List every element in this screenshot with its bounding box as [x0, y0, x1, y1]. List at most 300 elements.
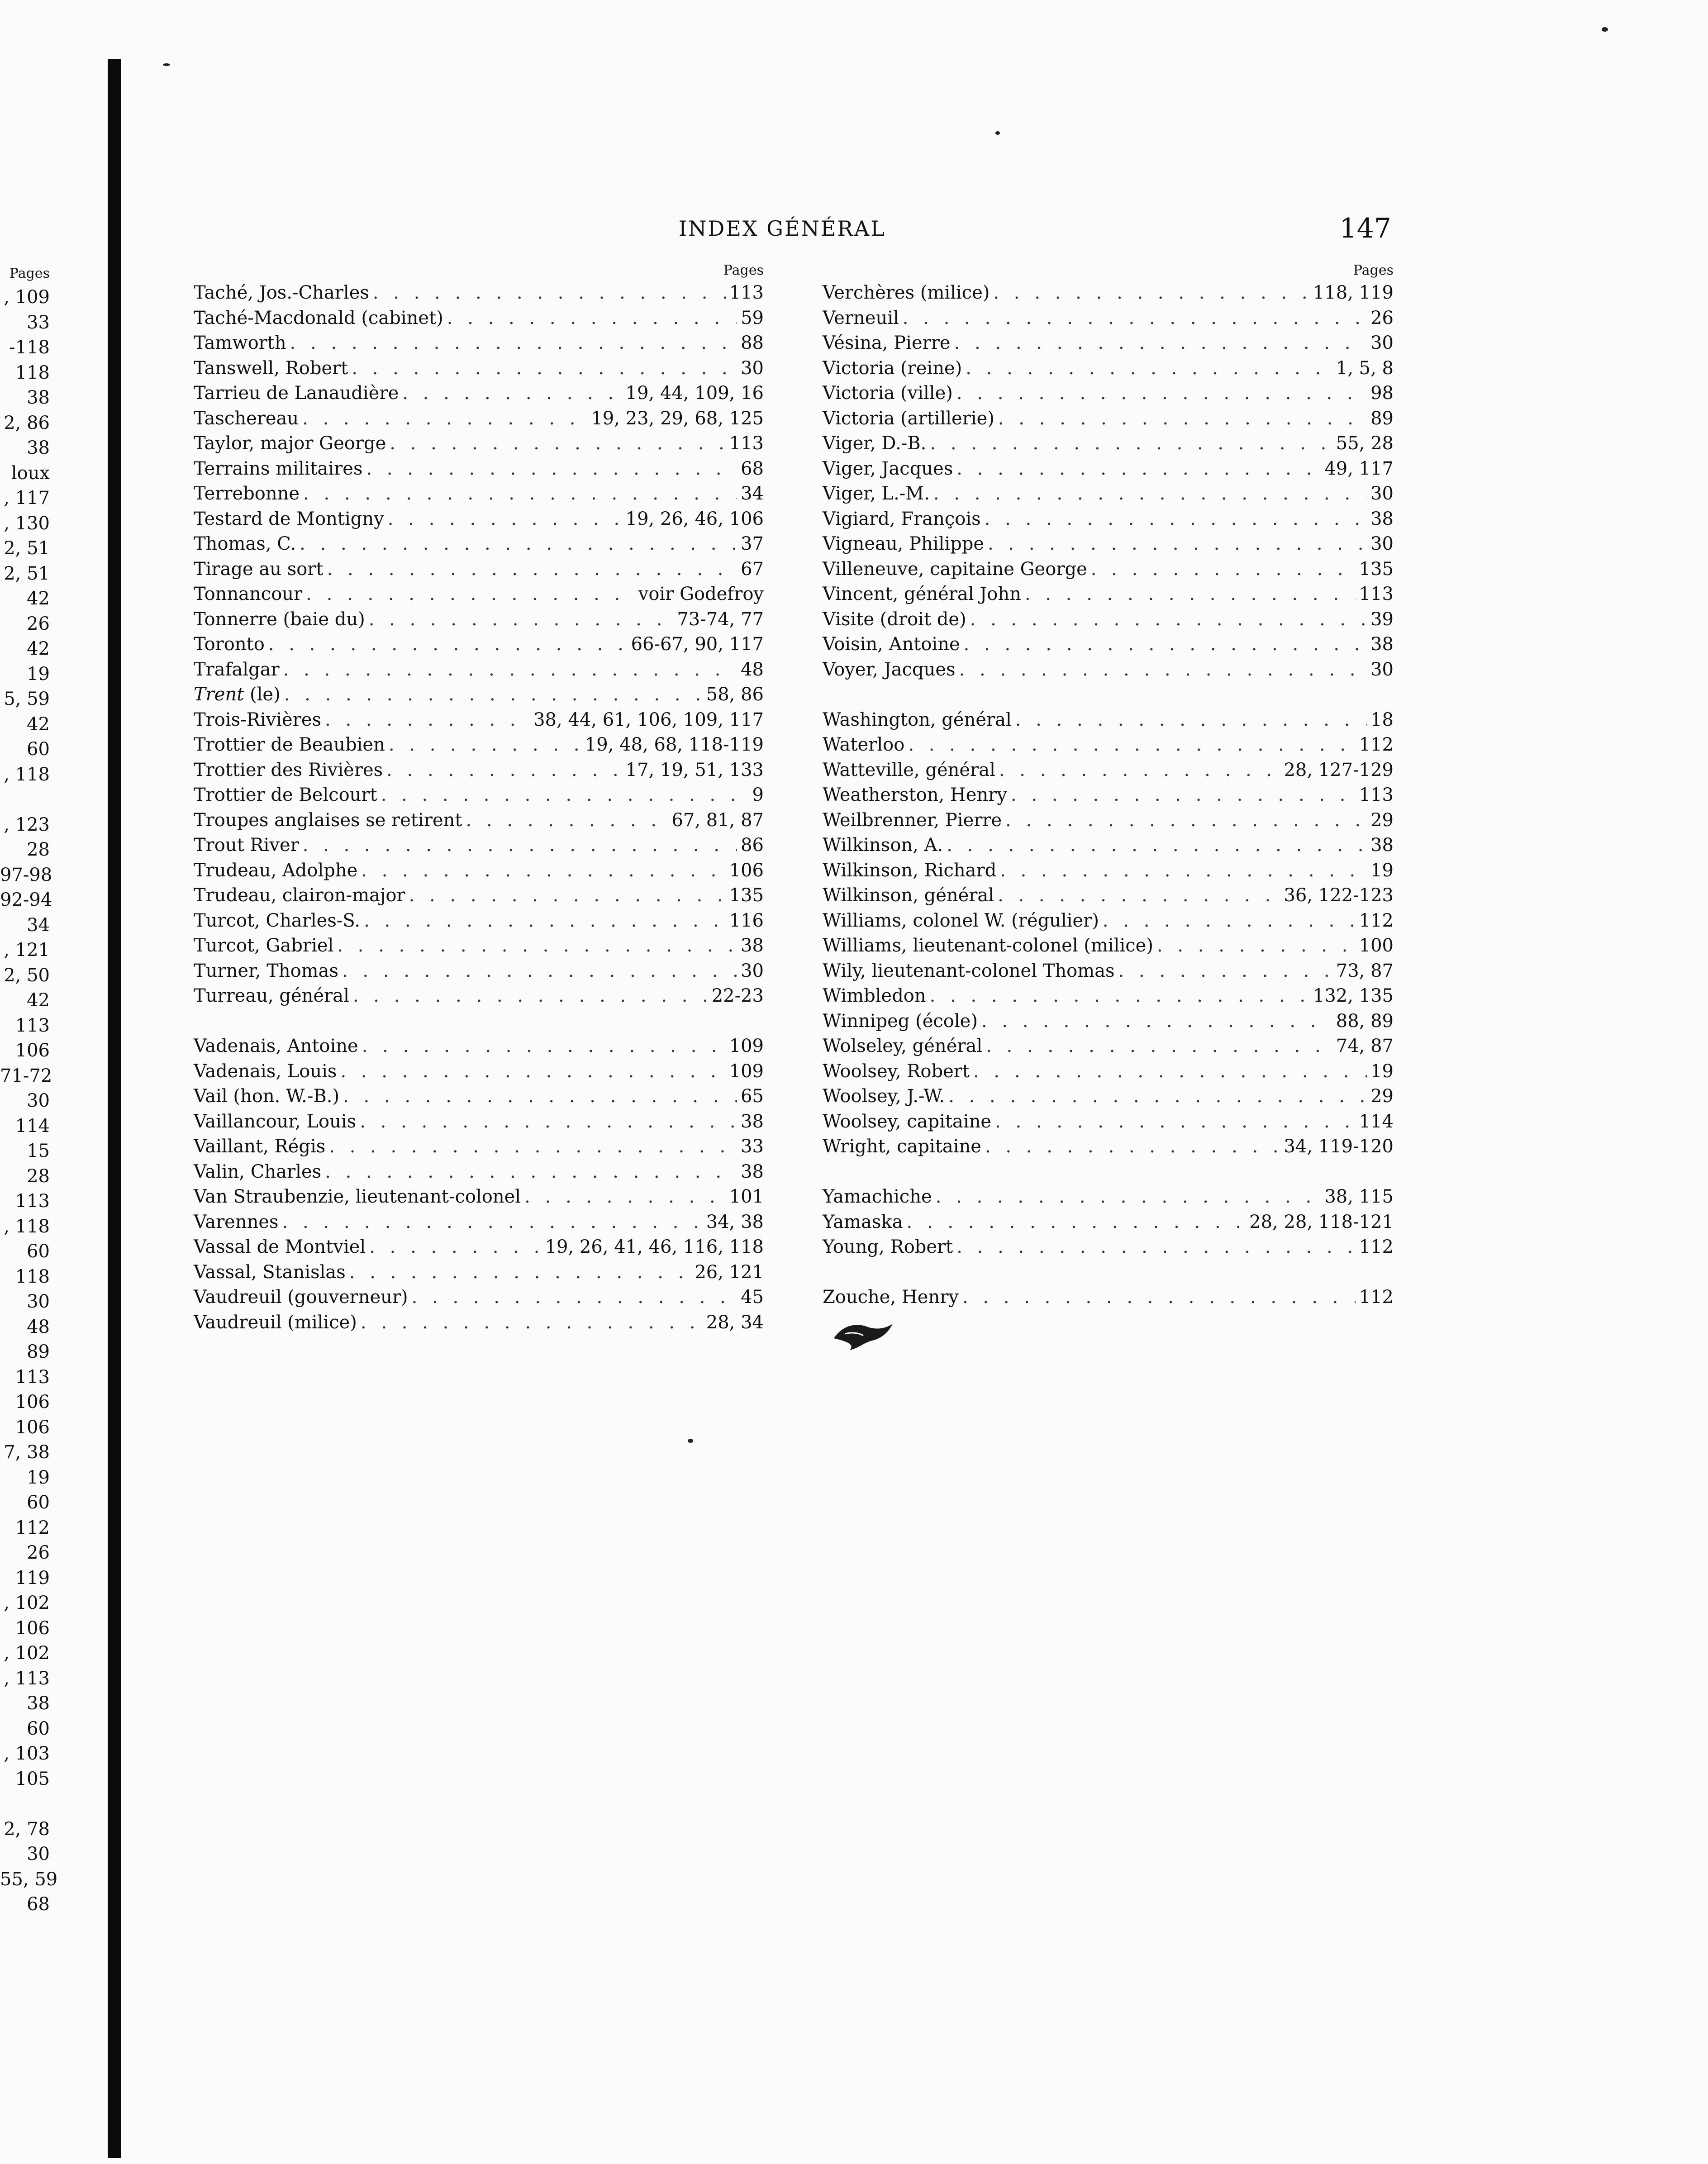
dot-leader: [340, 1059, 725, 1084]
index-entry-name: [823, 908, 1099, 934]
dot-leader: [352, 356, 737, 381]
index-entry: [823, 632, 1394, 657]
index-entry-term: Troupes anglaises se retirent: [194, 809, 462, 831]
index-entry-term: Wright, capitaine: [823, 1136, 981, 1157]
dot-leader: [369, 607, 674, 633]
index-entry-pages: 112: [1359, 734, 1394, 755]
previous-page-line: 71-72: [0, 1065, 52, 1086]
index-entry-name: [194, 457, 362, 482]
index-entry: [194, 858, 764, 884]
index-entry-term: Tonnerre (baie du): [194, 609, 365, 630]
index-entry-term: Testard de Montigny: [194, 508, 384, 529]
index-entry: [194, 632, 764, 657]
index-entry-pages: 38, 115: [1324, 1186, 1394, 1207]
binding-edge: [108, 59, 121, 2158]
index-entry-pages: 135: [1359, 558, 1394, 580]
dot-leader: [959, 657, 1367, 683]
index-entry-name: [194, 1260, 346, 1285]
dot-leader: [412, 1285, 737, 1310]
index-entry-name: [194, 708, 321, 733]
index-entry-pages: 19, 23, 29, 68, 125: [591, 408, 764, 429]
pages-column-header: Pages: [1353, 262, 1394, 278]
dot-leader: [930, 431, 1332, 457]
index-entry: [823, 557, 1394, 582]
index-entry: [823, 959, 1394, 984]
dot-leader: [447, 306, 737, 331]
index-entry-name: [823, 732, 904, 758]
index-entry: [823, 933, 1394, 959]
previous-page-pages-header: Pages: [9, 266, 50, 281]
index-entry-qualifier: (le): [244, 684, 281, 705]
index-entry: [194, 582, 764, 607]
letter-group-gap: [823, 1160, 1394, 1185]
index-entry-term: Visite (droit de): [823, 609, 966, 630]
index-entry: [823, 908, 1394, 934]
index-entry: [194, 306, 764, 331]
dot-leader: [300, 532, 737, 557]
index-entry-term: Vaillancour, Louis: [194, 1111, 357, 1132]
index-entry-name: [194, 306, 443, 331]
index-entry-pages: 19: [1370, 860, 1394, 881]
index-entry: [194, 808, 764, 833]
previous-page-line: 106: [15, 1617, 50, 1639]
index-entry-term: Woolsey, J.-W.: [823, 1086, 945, 1107]
index-entry: [823, 1009, 1394, 1034]
index-entry-pages: 135: [729, 885, 764, 906]
previous-page-line: 26: [27, 1542, 50, 1563]
index-entry-pages: 33: [741, 1136, 764, 1157]
previous-page-line: 42: [27, 638, 50, 659]
index-entry-pages: 132, 135: [1313, 985, 1394, 1006]
index-entry-pages: 109: [729, 1036, 764, 1056]
index-entry-term: Vassal, Stanislas: [194, 1261, 346, 1283]
index-entry-pages: 34, 38: [706, 1211, 764, 1232]
index-entry-term: Trois-Rivières: [194, 709, 322, 730]
index-entry-term: Williams, lieutenant-colonel (milice): [823, 935, 1153, 956]
index-entry-term: Vassal de Montviel: [194, 1237, 366, 1257]
index-entry: [823, 1059, 1394, 1084]
previous-page-line: 19: [27, 1467, 50, 1488]
index-entry-pages: 116: [729, 910, 764, 931]
index-entry-pages: 109: [729, 1061, 764, 1082]
index-entry-term: Terrains militaires: [194, 458, 363, 479]
index-entry-pages: 28, 127-129: [1284, 759, 1394, 780]
index-entry-term: Vésina, Pierre: [823, 333, 951, 353]
index-entry-term: Victoria (ville): [823, 383, 953, 404]
index-entry-term: Voyer, Jacques: [823, 659, 956, 680]
index-entry-name: [823, 356, 962, 381]
index-entry-name: [194, 858, 357, 884]
previous-page-line: 106: [15, 1040, 50, 1061]
index-entry: [823, 381, 1394, 406]
index-entry-name: [194, 657, 280, 683]
dot-leader: [956, 457, 1321, 482]
index-entry: [194, 356, 764, 381]
previous-page-line: 30: [27, 1844, 50, 1864]
dot-leader: [389, 732, 581, 758]
index-entry-pages: 89: [1370, 408, 1394, 429]
index-entry-name: [194, 1184, 521, 1210]
index-entry-pages: 30: [741, 960, 764, 981]
dot-leader: [966, 356, 1332, 381]
index-entry: [194, 1109, 764, 1135]
index-entry-term: Varennes: [194, 1211, 279, 1232]
previous-page-line: 113: [15, 1015, 50, 1036]
scan-speck: [995, 131, 1000, 135]
dot-leader: [381, 783, 749, 808]
previous-page-line: 60: [27, 739, 50, 760]
index-entry-pages: 58, 86: [706, 684, 764, 705]
dot-leader: [349, 1260, 691, 1285]
index-entry-pages: 9: [752, 785, 764, 805]
index-entry: [823, 1134, 1394, 1160]
dot-leader: [1103, 908, 1356, 934]
index-entry-pages: 30: [1370, 333, 1394, 353]
index-entry: [194, 532, 764, 557]
previous-page-line: 38: [27, 438, 50, 458]
index-entry-name: [823, 833, 943, 858]
index-entry: [194, 1184, 764, 1210]
index-entry-pages: 19, 48, 68, 118-119: [585, 734, 764, 755]
previous-page-line: 15: [27, 1141, 50, 1161]
index-entry-term: Wilkinson, Richard: [823, 860, 997, 881]
pages-column-header: Pages: [723, 262, 764, 278]
index-entry-term: Vincent, général John: [823, 584, 1021, 604]
index-entry-term: Wimbledon: [823, 985, 926, 1006]
index-entry: [823, 1285, 1394, 1310]
index-entry-name: [823, 582, 1021, 607]
index-entry-name: [823, 481, 930, 507]
previous-page-line: 118: [15, 362, 50, 383]
index-entry-name: [194, 959, 338, 984]
dot-leader: [1157, 933, 1356, 959]
index-entry-term: Terrebonne: [194, 483, 300, 504]
index-entry-name: [823, 607, 966, 633]
index-entry: [194, 331, 764, 356]
index-entry-term: Taché, Jos.-Charles: [194, 282, 369, 303]
index-entry-name: [823, 1059, 970, 1084]
previous-page-line: 38: [27, 387, 50, 408]
index-entry: [194, 1084, 764, 1109]
dot-leader: [386, 758, 622, 783]
index-entry-name: [823, 1009, 978, 1034]
scan-speck: [1602, 27, 1608, 32]
index-entry-pages: 22-23: [711, 985, 764, 1006]
dot-leader: [360, 1109, 737, 1135]
previous-page-line: 92-94: [0, 889, 52, 910]
index-entry-term: Turcot, Charles-S.: [194, 910, 361, 931]
dot-leader: [362, 1034, 726, 1059]
index-entry: [194, 381, 764, 406]
index-entry: [194, 557, 764, 582]
index-entry: [194, 883, 764, 908]
index-entry-pages: 59: [741, 307, 764, 328]
index-entry-term: Vigneau, Philippe: [823, 533, 984, 554]
index-entry-term: Vigiard, François: [823, 508, 981, 529]
previous-page-line: 38: [27, 1693, 50, 1714]
index-entry: [823, 732, 1394, 758]
index-entry-name: [823, 306, 899, 331]
index-entry-name: [194, 1109, 356, 1135]
dot-leader: [343, 1084, 737, 1109]
previous-page-line: 118: [15, 1266, 50, 1287]
index-entry: [823, 431, 1394, 457]
index-entry-pages: 30: [1370, 659, 1394, 680]
index-entry-pages: 49, 117: [1324, 458, 1394, 479]
index-entry-pages: 45: [741, 1287, 764, 1308]
index-entry: [194, 1160, 764, 1185]
previous-page-line: 113: [15, 1191, 50, 1212]
index-entry-term: Trottier de Belcourt: [194, 785, 377, 805]
index-entry: [194, 984, 764, 1009]
index-entry-pages: 38: [741, 1111, 764, 1132]
index-entry-term: Tamworth: [194, 333, 286, 353]
index-entry-pages: 28, 34: [706, 1312, 764, 1333]
index-entry: [823, 758, 1394, 783]
dot-leader: [998, 883, 1280, 908]
index-entry-term: Vadenais, Louis: [194, 1061, 337, 1082]
index-entry-pages: 29: [1370, 809, 1394, 831]
index-entry-pages: 67, 81, 87: [671, 809, 764, 831]
previous-page-line: , 118: [4, 1216, 50, 1237]
index-entry-pages: 34, 119-120: [1284, 1136, 1394, 1157]
previous-page-line: 106: [15, 1392, 50, 1413]
previous-page-line: 19: [27, 663, 50, 685]
page-number: 147: [1339, 213, 1391, 244]
dot-leader: [999, 758, 1280, 783]
dot-leader: [948, 1084, 1367, 1109]
index-entry: [823, 858, 1394, 884]
index-entry-term: Tirage au sort: [194, 558, 324, 580]
index-entry-term: Villeneuve, capitaine George: [823, 558, 1087, 580]
index-entry-pages: 88: [741, 333, 764, 353]
index-entry-name: [823, 783, 1007, 808]
index-entry-name: [194, 532, 296, 557]
previous-page-line: 119: [15, 1567, 50, 1589]
dot-leader: [353, 984, 708, 1009]
index-entry-name: [823, 1210, 903, 1235]
index-entry-term: Vaillant, Régis: [194, 1136, 326, 1157]
index-entry-pages: 112: [1359, 1287, 1394, 1308]
index-entry-name: [194, 833, 299, 858]
dot-leader: [306, 582, 635, 607]
index-entry: [194, 406, 764, 432]
index-entry: [823, 1210, 1394, 1235]
previous-page-line: -118: [9, 337, 50, 358]
index-entry-term: Victoria (reine): [823, 357, 962, 379]
index-entry: [194, 732, 764, 758]
index-entry-pages: 113: [729, 282, 764, 303]
index-entry-pages: 26: [1370, 307, 1394, 328]
index-entry-pages: 18: [1370, 709, 1394, 730]
dot-leader: [283, 657, 737, 683]
index-entry-term: Vaudreuil (gouverneur): [194, 1287, 408, 1308]
index-entry: [194, 1134, 764, 1160]
index-entry-pages: 68: [741, 458, 764, 479]
index-entry-pages: 65: [741, 1086, 764, 1107]
index-entry: [823, 883, 1394, 908]
dot-leader: [1005, 808, 1367, 833]
index-entry-pages: 73-74, 77: [677, 609, 764, 630]
previous-page-line: , 109: [4, 287, 50, 308]
index-entry-term: Trudeau, Adolphe: [194, 860, 358, 881]
dot-leader: [524, 1184, 726, 1210]
previous-page-line: 2, 51: [4, 538, 50, 559]
index-entry: [194, 933, 764, 959]
index-entry-term: Victoria (artillerie): [823, 408, 994, 429]
index-entry: [194, 908, 764, 934]
previous-page-line: , 121: [4, 940, 50, 961]
index-entry: [823, 331, 1394, 356]
previous-page-line: 60: [27, 1492, 50, 1513]
index-entry-name: [823, 959, 1115, 984]
index-entry-term: Woolsey, Robert: [823, 1061, 970, 1082]
index-entry-term: Van Straubenzie, lieutenant-colonel: [194, 1186, 521, 1207]
index-entry-term: Vail (hon. W.-B.): [194, 1086, 340, 1107]
index-entry-name: [823, 331, 951, 356]
index-entry-pages: 36, 122-123: [1284, 885, 1394, 906]
dot-leader: [327, 557, 737, 582]
dot-leader: [1011, 783, 1356, 808]
dot-leader: [903, 306, 1367, 331]
previous-page-line: 34: [27, 914, 50, 936]
index-entry-term: Thomas, C.: [194, 533, 296, 554]
index-entry-pages: voir Godefroy: [638, 584, 764, 604]
index-entry-name: [823, 406, 994, 432]
dot-leader: [364, 908, 726, 934]
previous-page-line: 7, 38: [4, 1442, 50, 1463]
index-entry-name: [194, 1285, 408, 1310]
dot-leader: [329, 1134, 737, 1160]
index-entry-pages: 34: [741, 483, 764, 504]
index-entry-pages: 38, 44, 61, 106, 109, 117: [533, 709, 764, 730]
index-entry: [823, 1235, 1394, 1260]
previous-page-line: 55, 59: [0, 1869, 58, 1890]
previous-page-line: [0, 1792, 50, 1817]
index-entry: [194, 431, 764, 457]
index-entry-term: Viger, L.-M.: [823, 483, 930, 504]
index-entry-term: Trudeau, clairon-major: [194, 885, 405, 906]
previous-page-line: 2, 86: [4, 412, 50, 433]
index-entry-term: Taché-Macdonald (cabinet): [194, 307, 443, 328]
index-entry-pages: 113: [1359, 584, 1394, 604]
index-entry-term: Trout River: [194, 835, 299, 856]
dot-leader: [993, 281, 1309, 306]
index-entry-term: Weilbrenner, Pierre: [823, 809, 1002, 831]
index-entry: [194, 1235, 764, 1260]
previous-page-line: , 113: [4, 1668, 50, 1689]
index-entry-term: Trent: [194, 684, 244, 705]
index-entry-pages: 38: [1370, 835, 1394, 856]
index-entry-pages: 113: [1359, 785, 1394, 805]
index-entry-name: [194, 808, 462, 833]
index-entry-term: Tonnancour: [194, 584, 303, 604]
index-entry-name: [194, 507, 384, 532]
previous-page-line: 2, 50: [4, 965, 50, 986]
index-entry-name: [194, 1310, 357, 1336]
index-entry-pages: 30: [1370, 483, 1394, 504]
index-entry-name: [194, 732, 385, 758]
index-entry-term: Voisin, Antoine: [823, 634, 960, 655]
index-entry-name: [194, 908, 360, 934]
index-entry: [823, 984, 1394, 1009]
index-entry-term: Young, Robert: [823, 1237, 953, 1257]
index-entry-term: Trafalgar: [194, 659, 280, 680]
index-entry-name: [823, 933, 1153, 959]
index-entry-name: [823, 708, 1012, 733]
index-entry-pages: 112: [1359, 1237, 1394, 1257]
index-entry-name: [194, 406, 299, 432]
index-entry: [194, 682, 764, 708]
index-entry-term: Wilkinson, A.: [823, 835, 943, 856]
index-entry: [823, 657, 1394, 683]
index-entry-name: [823, 381, 953, 406]
index-entry-term: Tarrieu de Lanaudière: [194, 383, 399, 404]
dot-leader: [342, 959, 737, 984]
index-entry-name: [194, 281, 369, 306]
index-entry: [823, 582, 1394, 607]
previous-page-line: 26: [27, 613, 50, 634]
dot-leader: [268, 632, 628, 657]
index-entry-term: Yamachiche: [823, 1186, 932, 1207]
previous-page-line: , 123: [4, 814, 50, 835]
index-entry: [823, 808, 1394, 833]
index-entry: [194, 1034, 764, 1059]
previous-page-line: 33: [27, 312, 50, 333]
letter-group-gap: [823, 1260, 1394, 1285]
dot-leader: [981, 1009, 1332, 1034]
index-entry-pages: 19, 26, 41, 46, 116, 118: [545, 1237, 764, 1257]
index-entry-pages: 30: [1370, 533, 1394, 554]
index-entry-name: [823, 984, 926, 1009]
index-entry-pages: 17, 19, 51, 133: [625, 759, 764, 780]
index-entry-term: Weatherston, Henry: [823, 785, 1007, 805]
dot-leader: [366, 457, 737, 482]
index-entry-pages: 66-67, 90, 117: [631, 634, 764, 655]
index-entry-term: Wolseley, général: [823, 1036, 983, 1056]
previous-page-fragment: [0, 266, 58, 1917]
index-entry-name: [194, 1034, 358, 1059]
index-entry-pages: 19, 26, 46, 106: [625, 508, 764, 529]
index-entry-term: Zouche, Henry: [823, 1287, 959, 1308]
dot-leader: [361, 858, 725, 884]
dot-leader: [995, 1109, 1356, 1135]
dot-leader: [388, 507, 622, 532]
index-entry-name: [823, 1184, 932, 1210]
dot-leader: [985, 507, 1367, 532]
dot-leader: [930, 984, 1309, 1009]
index-entry-pages: 19, 44, 109, 16: [625, 383, 764, 404]
index-entry-name: [194, 607, 365, 633]
previous-page-line: 60: [27, 1718, 50, 1739]
index-entry-name: [823, 632, 960, 657]
index-entry-name: [194, 883, 405, 908]
index-entry-name: [823, 457, 953, 482]
index-entry-term: Winnipeg (école): [823, 1010, 978, 1032]
previous-page-line: 89: [27, 1341, 50, 1362]
previous-page-line: 42: [27, 713, 50, 735]
index-entry: [823, 306, 1394, 331]
index-entry-pages: 39: [1370, 609, 1394, 630]
dot-leader: [325, 708, 530, 733]
index-entry: [823, 833, 1394, 858]
index-entry: [194, 1310, 764, 1336]
previous-page-line: , 130: [4, 513, 50, 534]
index-entry: [194, 783, 764, 808]
index-entry: [194, 657, 764, 683]
index-entry: [194, 457, 764, 482]
index-entry-name: [823, 808, 1002, 833]
